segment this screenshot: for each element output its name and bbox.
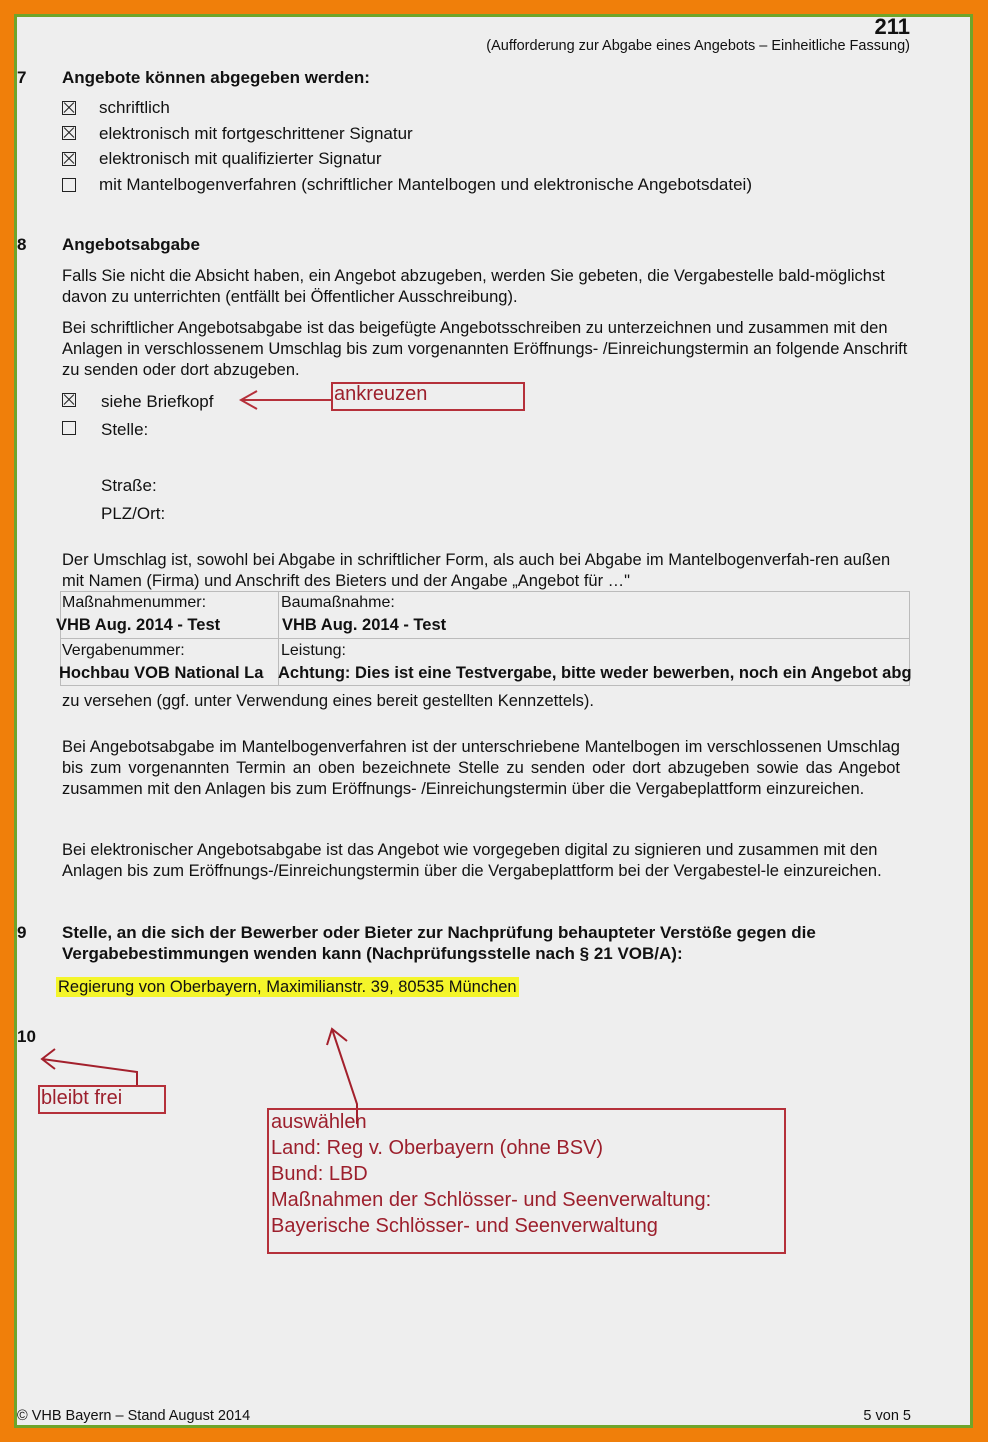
option-label: mit Mantelbogenverfahren (schriftlicher Mantelbogen und elektronische Angebotsdatei) [99,175,752,194]
baumassnahme-label: Baumaßnahme: [281,594,395,611]
section-8-number: 8 [17,235,27,254]
nachpruefungsstelle-address-wrap [56,978,519,997]
paragraph-absicht: Falls Sie nicht die Absicht haben, ein Angebot abzugeben, werden Sie gebeten, die Vergabestelle bald-möglichst davon zu unterrichten (entfällt bei Öffentlicher Ausschreibung). [62,267,885,306]
paragraph-umschlag: Der Umschlag ist, sowohl bei Abgabe in schriftlicher Form, als auch bei Abgabe im Mantelbogenverfah-ren außen mit Namen (Firma) und Anschrift des Bieters und der Angabe „Angebot für …" [62,551,891,590]
section-7-title: Angebote können abgegeben werden: [62,68,370,87]
arrow-icon [237,387,337,411]
envelope-info-table [56,591,912,686]
zip-city-label: PLZ/Ort: [101,504,166,523]
massnahmennummer-value: VHB Aug. 2014 - Test [56,616,221,634]
checkbox-stelle[interactable] [62,421,76,435]
leistung-value: Achtung: Dies ist eine Testvergabe, bitte weder bewerben, noch ein Angebot abg [278,664,912,682]
section-9-title-line1: Stelle, an die sich der Bewerber oder Bieter zur Nachprüfung behaupteter Verstöße gegen die [62,923,816,942]
annotation-line: Maßnahmen der Schlösser- und Seenverwaltung: [271,1189,712,1211]
paragraph-elektronisch: Bei elektronischer Angebotsabgabe ist das Angebot wie vorgegeben digital zu signieren und zusammen mit den Anlagen bis zum Eröffnungs-/Einreichungstermin über die Vergabeplattform bei der Vergabestel-le einzureichen. [62,841,882,880]
arrow-icon [42,1049,137,1087]
massnahmennummer-label: Maßnahmenummer: [62,594,207,611]
annotation-line: Bund: LBD [271,1163,368,1185]
option-label: siehe Briefkopf [101,392,214,411]
paragraph-kennzettel: zu versehen (ggf. unter Verwendung eines bereit gestellten Kennzettels). [62,692,594,710]
checkbox-siehe-briefkopf[interactable] [62,393,76,407]
checkbox-fortgeschrittene-signatur[interactable] [62,126,76,140]
annotation-line: auswählen [271,1111,367,1133]
nachpruefungsstelle-address: Regierung von Oberbayern, Maximilianstr. 39, 80535 München [58,978,517,996]
paragraph-schriftlich: Bei schriftlicher Angebotsabgabe ist das beigefügte Angebotsschreiben zu unterzeichnen und zusammen mit den Anlagen in verschlossenem Umschlag bis zum vorgenannten Eröffnungs- /Einreichungstermin an folgende Anschrift zu senden oder dort abzugeben. [62,319,908,379]
document-page [17,17,970,1425]
annotation-ankreuzen: ankreuzen [334,383,428,405]
annotation-bleibt-frei: bleibt frei [41,1087,123,1109]
checkbox-mantelbogenverfahren[interactable] [62,178,76,192]
footer-copyright: © VHB Bayern – Stand August 2014 [17,1408,251,1424]
section-9-number: 9 [17,923,27,942]
section-7-number: 7 [17,68,27,87]
baumassnahme-value: VHB Aug. 2014 - Test [282,616,447,634]
vergabenummer-value: Hochbau VOB National La [59,664,264,682]
document-subtitle: (Aufforderung zur Abgabe eines Angebots – Einheitliche Fassung) [486,38,910,54]
option-label: elektronisch mit qualifizierter Signatur [99,149,382,168]
option-label: schriftlich [99,98,170,117]
page-number: 211 [874,17,910,39]
paragraph-mantelbogen: Bei Angebotsabgabe im Mantelbogenverfahren ist der unterschriebene Mantelbogen im verschlossenen Umschlag bis zum vorgenannten Termin an oben bezeichnete Stelle zu senden oder dort abzugeben sowie das Angebot zusammen mit den Anlagen bis zum Eröffnungs- /Einreichungstermin über die Vergabeplattform einzureichen. [62,738,900,798]
checkbox-schriftlich[interactable] [62,101,76,115]
footer-page-count: 5 von 5 [863,1408,911,1424]
option-label: Stelle: [101,420,149,439]
checkbox-qualifizierte-signatur[interactable] [62,152,76,166]
section-10-number: 10 [17,1027,36,1046]
street-label: Straße: [101,476,157,495]
vergabenummer-label: Vergabenummer: [62,642,185,659]
annotation-line: Bayerische Schlösser- und Seenverwaltung [271,1215,658,1237]
option-label: elektronisch mit fortgeschrittener Signatur [99,124,413,143]
section-8-title: Angebotsabgabe [62,235,200,254]
leistung-label: Leistung: [281,642,346,659]
section-9-title-line2: Vergabebestimmungen wenden kann (Nachprüfungsstelle nach § 21 VOB/A): [62,944,683,963]
annotation-line: Land: Reg v. Oberbayern (ohne BSV) [271,1137,604,1159]
